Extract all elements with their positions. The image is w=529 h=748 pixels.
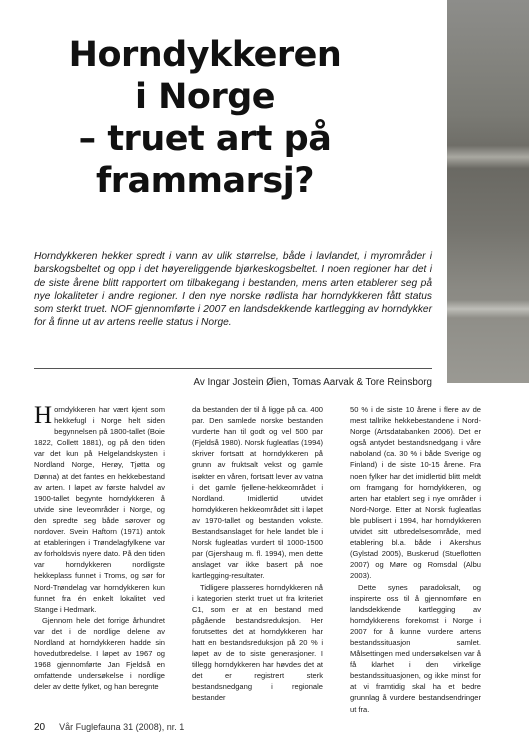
page-number: 20: [34, 722, 46, 733]
body-paragraph: Dette synes paradoksalt, og inspirerte oss til å gjennomføre en landsdekkende kartlegging av horndykkerens forekomst i Norge i 2007 for å kunne vurdere artens bestandssituasjon samlet. Målsettingen med undersøkelsen var å få klarhet i den virkelige bestandssituasjonen, og ikke minst for at vi framtidig skal ha et bedre grunnlag å vurdere bestandsendringer ut fra.: [350, 582, 481, 714]
title-line-1: Horndykkeren: [68, 35, 342, 75]
horned-grebe-photo: [447, 0, 529, 383]
author-byline: Av Ingar Jostein Øien, Tomas Aarvak & Tore Reinsborg: [193, 377, 432, 388]
intro-paragraph: Horndykkeren hekker spredt i vann av ulik størrelse, både i lavlandet, i myrområder i barskogsbeltet og opp i det høyereliggende bjørkeskogsbeltet. I noen regioner har det i de siste årene blitt rapportert om tilbakegang i bestanden, mens arten etablerer seg på nye lokaliteter i andre regioner. I den nye norske rødlista har horndykkeren fått status som sterkt truet. NOF gjennomførte i 2007 en landsdekkende kartlegging av horndykker for å finne ut av artens reelle status i Norge.: [34, 251, 432, 329]
divider-rule: [34, 368, 432, 369]
body-paragraph: Gjennom hele det forrige århundret var det i de nordlige delene av Nordland at horndykkeren hadde sin hovedutbredelse. I løpet av 1967 og 1968 gjennomførte Jan Fjeldså en omfattende undersøkelse i nordlige deler av dette fylket, og han beregnte: [34, 615, 165, 692]
body-paragraph: da bestanden der til å ligge på ca. 400 par. Den samlede norske bestanden vurderte han til godt og vel 500 par (Fjeldså 1980). Norsk fugleatlas (1994) skriver fortsatt at horndykkeren på grunn av fruktsalt vekst og gamle isøkter en våren, fortsatt lever av vatna i det gamle fjellene-hekkeområdet i Nordland. Imidlertid utvidet horndykkeren hekkeområdet sitt i løpet av 1970-tallet og bestanden vokste. Bestandsanslaget for hele landet ble i Norsk fugleatlas vurdert til 1000-1500 par (Gjershaug m. fl. 1994), men dette anslaget var ikke basert på noe kartlegging-resultater.: [192, 405, 323, 581]
body-column-1: [34, 404, 165, 692]
body-paragraph: Tidligere plasseres horndykkeren nå i kategorien sterkt truet ut fra kriteriet C1, som er at en bestand med pågående bestandsreduksjon. Her forutsettes det at horndykkeren har hatt en bestandsreduksjon på 20 % i løpet av de to siste generasjoner. I tillegg horndykkeren har høvdes det at det er registrert sterk bestandsnedgang i regionale bestander: [192, 582, 323, 703]
body-paragraph: 50 % i de siste 10 årene i flere av de mest tallrike hekkebestandene i Nord-Norge (Artsdatabanken 2006). Det er også antydet bestandsnedgang i våre naboland (ca. 30 % i både Sverige og Finland) i de siste 10-15 årene. Fra noen fylker har det imidlertid blitt meldt om framgang for horndykkeren, og arten har etablert seg i nye områder i Nord-Norge. Etter at Norsk fugleatlas ble publisert i 1994, har horndykkeren utvidet sitt utbredelsesområde, med etablering bl.a. både i Akershus (Gylstad 2005), Buskerud (Stueflotten 2007) og Møre og Romsdal (Albu 2003).: [350, 405, 481, 581]
body-paragraph: [34, 404, 165, 615]
title-line-2: i Norge: [134, 77, 276, 117]
drop-cap: H: [34, 402, 53, 429]
article-title: [40, 34, 370, 202]
body-text: orndykkeren har vært kjent som hekkefugl i Norge helt siden begynnelsen på 1800-tallet (Boie 1822, Collett 1881), og på den tiden var det kun på Helgelandskysten i Nordland Norge, Herøy, Tjøtta og Dønna) at det fantes en hekkebestand av arten. I løpet av første halvdel av 1900-tallet begynte horndykkeren å utvide sine leveområder i Norge, og den spredte seg både sørover og nordover. Svein Haftorn (1971) antok at etableringen i Trøndelagfylkene var av forholdsvis nyere dato. På den tiden var horndykkeren nordligste hekkeplass funnet i Troms, og sør for Nord-Trøndelag var horndykkeren kun funnet fra én enkelt lokalitet ved Stange i Hedmark.: [34, 405, 165, 614]
body-column-3: [350, 404, 481, 715]
title-line-4: frammarsj?: [95, 161, 315, 201]
body-column-2: [192, 404, 323, 704]
page-footer: [34, 722, 184, 733]
title-line-3: – truet art på: [78, 119, 332, 159]
journal-reference: Vår Fuglefauna 31 (2008), nr. 1: [59, 722, 185, 732]
